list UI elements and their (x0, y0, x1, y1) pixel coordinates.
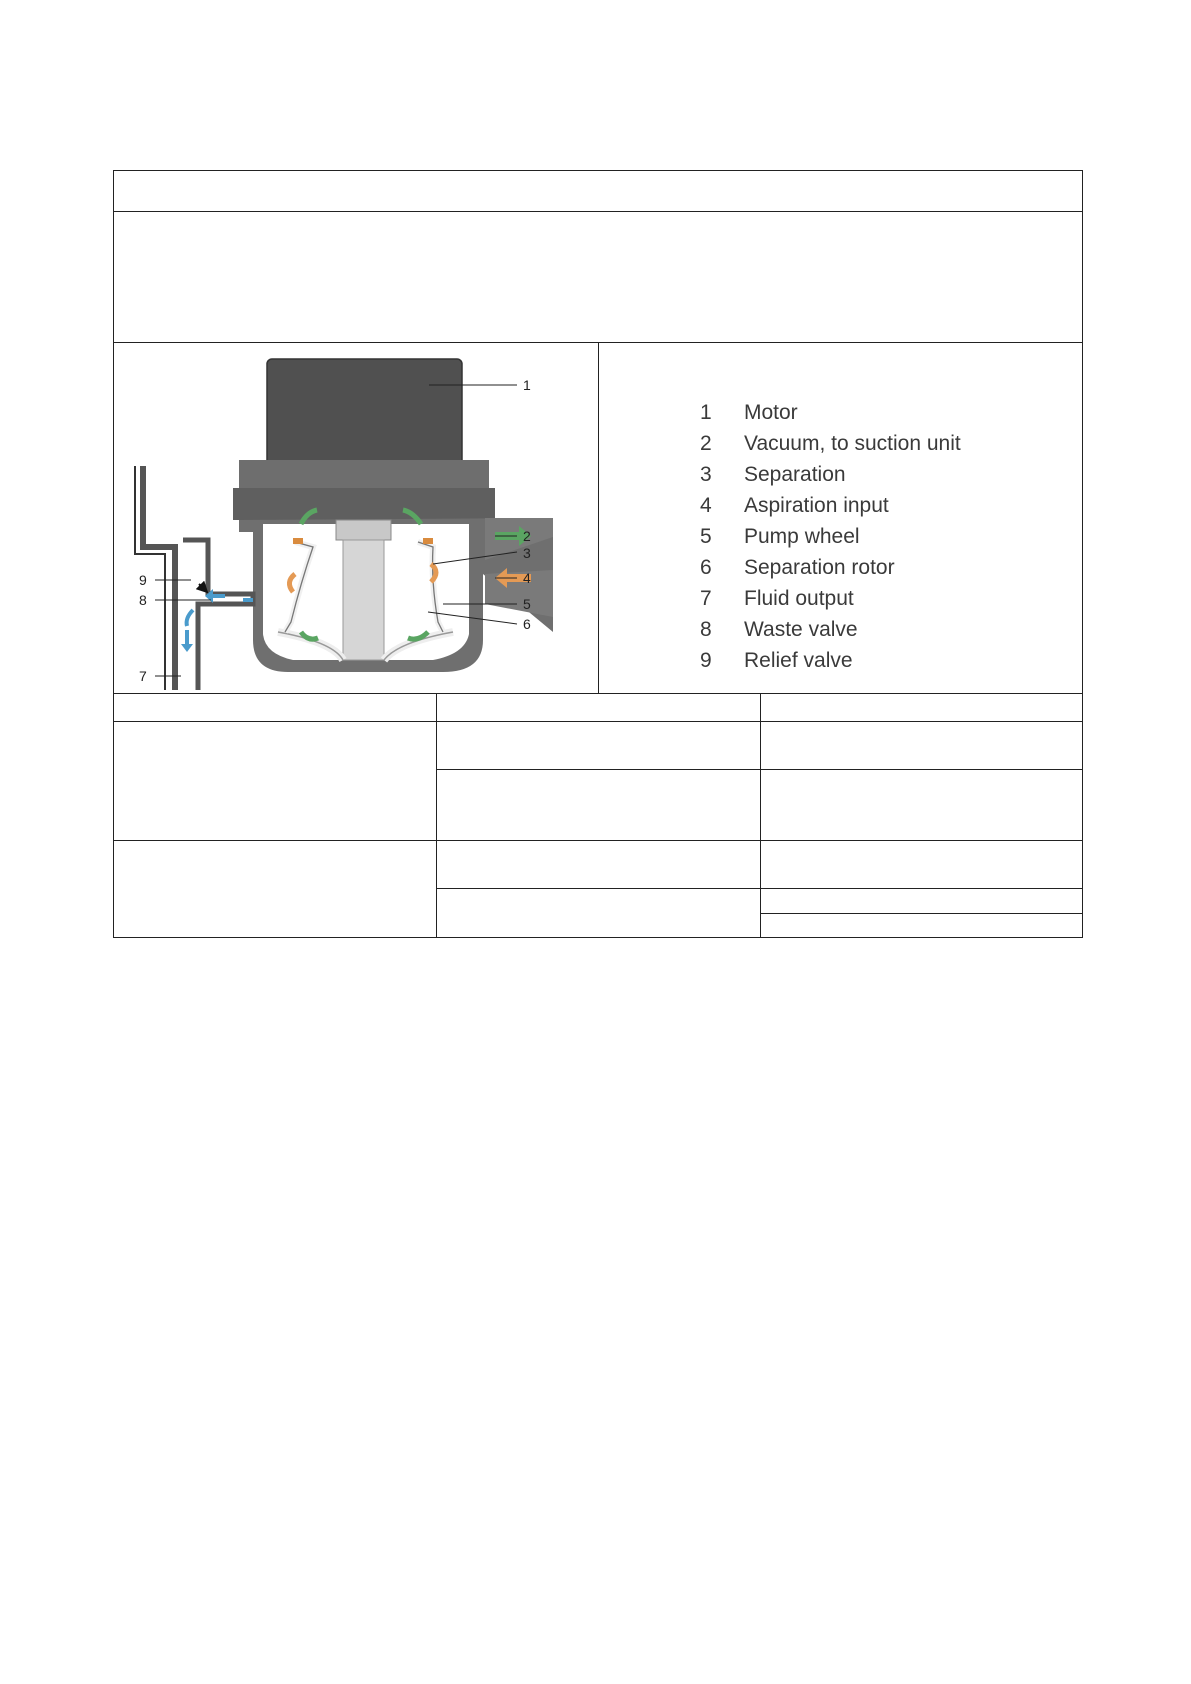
legend-item (700, 614, 961, 645)
mounting-plate (239, 460, 489, 488)
document-table (113, 170, 1083, 938)
legend-label: Relief valve (744, 649, 853, 672)
row-divider (760, 913, 1083, 914)
callout-1: 1 (523, 377, 531, 393)
fluid-outlet-pipe (143, 466, 175, 690)
legend-item (700, 459, 961, 490)
legend-label: Separation (744, 463, 846, 486)
legend-item (700, 583, 961, 614)
legend-number: 2 (700, 432, 712, 455)
legend-label: Motor (744, 401, 798, 424)
legend-item (700, 521, 961, 552)
legend (598, 342, 1083, 693)
legend-label: Fluid output (744, 587, 854, 610)
callout-9: 9 (139, 572, 147, 588)
legend-item (700, 490, 961, 521)
row-divider (113, 693, 1083, 694)
callout-6: 6 (523, 616, 531, 632)
callout-5: 5 (523, 596, 531, 612)
legend-label: Waste valve (744, 618, 858, 641)
legend-number: 1 (700, 401, 712, 424)
legend-label: Vacuum, to suction unit (744, 432, 961, 455)
separation-unit-diagram (113, 342, 598, 693)
cross-section-drawing (113, 342, 598, 693)
legend-item (700, 645, 961, 676)
legend-number: 8 (700, 618, 712, 641)
row-divider (113, 211, 1083, 212)
callout-4: 4 (523, 570, 531, 586)
legend-label: Pump wheel (744, 525, 860, 548)
legend-number: 7 (700, 587, 712, 610)
legend-number: 4 (700, 494, 712, 517)
legend-label: Aspiration input (744, 494, 889, 517)
legend-list (700, 397, 961, 676)
legend-item (700, 397, 961, 428)
motor-shaft (343, 540, 384, 660)
callout-2: 2 (523, 528, 531, 544)
legend-number: 9 (700, 649, 712, 672)
callout-8: 8 (139, 592, 147, 608)
legend-label: Separation rotor (744, 556, 895, 579)
waste-valve-housing (183, 540, 253, 690)
motor-shaft-collar (336, 520, 391, 540)
callout-7: 7 (139, 668, 147, 684)
row-divider (113, 721, 1083, 722)
row-divider (113, 840, 1083, 841)
mounting-flange (233, 488, 495, 520)
legend-number: 5 (700, 525, 712, 548)
legend-item (700, 428, 961, 459)
legend-number: 6 (700, 556, 712, 579)
column-divider (760, 693, 761, 938)
legend-item (700, 552, 961, 583)
callout-3: 3 (523, 545, 531, 561)
legend-number: 3 (700, 463, 712, 486)
column-divider (436, 693, 437, 938)
